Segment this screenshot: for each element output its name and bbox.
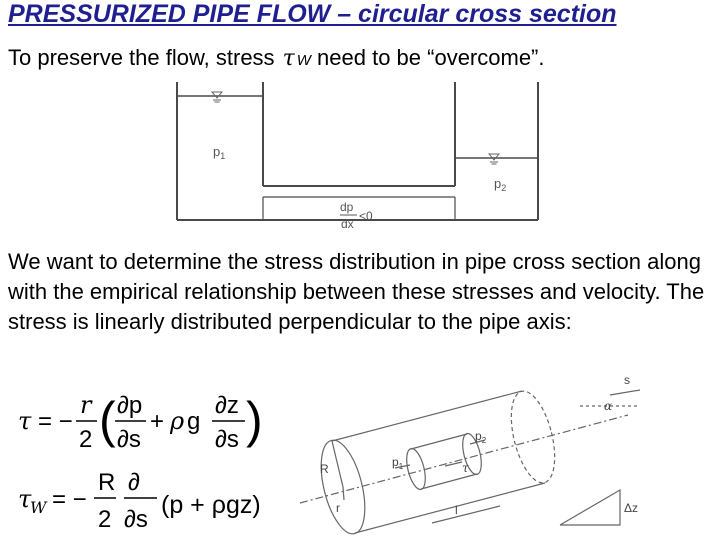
eq2-R: R bbox=[98, 469, 116, 496]
radius-R-line bbox=[332, 441, 343, 487]
label-l: l bbox=[455, 503, 458, 517]
eq1-rparen: ) bbox=[246, 392, 263, 448]
eq2-partial: ∂ bbox=[128, 469, 140, 496]
radius-r-line bbox=[343, 487, 344, 500]
tau-subscript: W bbox=[296, 52, 311, 69]
subtitle-before: To preserve the flow, stress bbox=[8, 45, 275, 70]
inner-bottom-line bbox=[421, 474, 477, 489]
length-arrow bbox=[432, 506, 500, 523]
label-tau: τ bbox=[462, 461, 469, 475]
eq1-r: r bbox=[80, 391, 92, 419]
label-p1: $p_1$ bbox=[392, 455, 404, 471]
eq2-two: 2 bbox=[98, 506, 112, 533]
label-p1: $p_1$ bbox=[213, 144, 226, 161]
eq1-ds1: ∂s bbox=[117, 426, 141, 453]
gradient-relation: <0 bbox=[359, 209, 373, 223]
eq1-dp: ∂p bbox=[117, 392, 143, 419]
cylinder-right-end bbox=[503, 387, 563, 487]
tau-symbol: τ bbox=[282, 46, 295, 71]
eq1-dz: ∂z bbox=[215, 392, 239, 419]
label-R: R bbox=[320, 462, 329, 476]
label-p2: $p_2$ bbox=[475, 429, 487, 445]
gradient-denominator: dx bbox=[341, 217, 354, 231]
s-direction bbox=[610, 390, 640, 395]
label-r: r bbox=[336, 501, 340, 515]
label-alpha: α bbox=[604, 399, 613, 413]
eq2-tau: τ bbox=[18, 485, 32, 513]
label-p2: $p_2$ bbox=[494, 176, 507, 193]
eq2-equals: = − bbox=[52, 486, 87, 513]
slide-title: PRESSURIZED PIPE FLOW – circular cross section bbox=[8, 0, 617, 28]
label-s: s bbox=[624, 373, 630, 387]
eq1-two: 2 bbox=[79, 426, 93, 453]
gradient-numerator: dp bbox=[340, 200, 354, 214]
cylinder-top-line bbox=[332, 391, 522, 441]
eq2-ds: ∂s bbox=[124, 506, 148, 533]
slope-triangle bbox=[560, 490, 620, 525]
subtitle-after: need to be “overcome”. bbox=[317, 45, 545, 70]
eq2-subscript: W bbox=[30, 498, 47, 517]
eq1-g: g bbox=[187, 408, 201, 435]
inner-top-line bbox=[411, 434, 467, 449]
tau-arrow bbox=[445, 462, 462, 466]
eq1-equals: = − bbox=[38, 408, 73, 435]
eq1-ds2: ∂s bbox=[215, 426, 239, 453]
eq1-lparen: ( bbox=[99, 392, 116, 448]
label-dz: Δz bbox=[624, 501, 639, 515]
pipe-axis bbox=[300, 415, 628, 503]
description-paragraph: We want to determine the stress distribution in pipe cross section along with the empirical relationship between these stresses and velocity. The stress is linearly distributed perpendicular to the pipe axis: bbox=[8, 249, 705, 334]
eq1-rho: ρ bbox=[170, 407, 185, 435]
eq1-tau: τ bbox=[18, 407, 32, 435]
eq1-plus: + bbox=[150, 408, 165, 435]
eq2-bracket: (p + ρgz) bbox=[161, 491, 261, 519]
cylinder-bottom-line bbox=[355, 483, 545, 533]
